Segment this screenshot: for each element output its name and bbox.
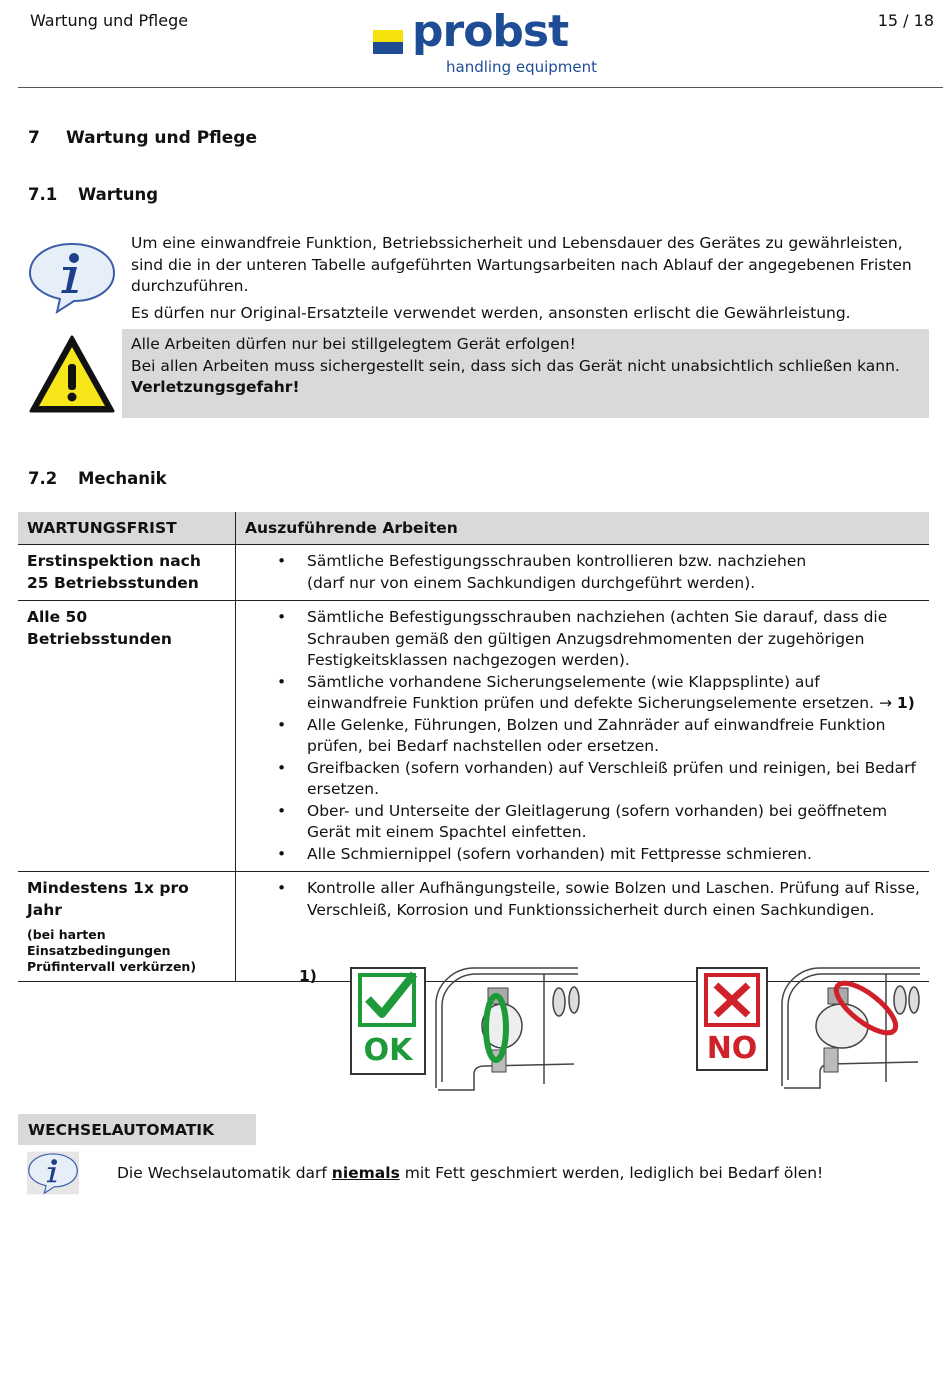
wechselautomatik-note: [117, 1163, 823, 1185]
interval-line: 25 Betriebsstunden: [27, 573, 199, 592]
task-item: [307, 672, 920, 715]
warning-icon: [28, 334, 116, 414]
interval-line: Erstinspektion nach: [27, 552, 201, 570]
task-text: • Sämtliche Befestigungsschrauben kontrollieren bzw. nachziehen: [307, 552, 807, 570]
section-72-number: 7.2: [28, 469, 58, 488]
task-item: • Kontrolle aller Aufhängungsteile, sowie Bolzen und Laschen. Prüfung auf Risse, Verschleiß, Korrosion und Funktionssicherheit durch einen Sachkundigen.: [307, 878, 920, 921]
logo-blue-bar: [373, 42, 403, 54]
warning-line-2: Bei allen Arbeiten muss sichergestellt sein, dass sich das Gerät nicht unabsichtlich schließen kann.: [131, 356, 900, 375]
ok-checkmark-icon: [352, 969, 424, 1031]
task-item: [307, 551, 920, 594]
note-text-before: Die Wechselautomatik darf: [117, 1164, 327, 1182]
task-text: (darf nur von einem Sachkundigen durchgeführt werden).: [307, 573, 756, 592]
wechselautomatik-header: [18, 1114, 256, 1145]
info-icon-small: [27, 1150, 79, 1196]
correct-pin-illustration: [434, 964, 580, 1094]
interval-cell: [18, 545, 236, 601]
interval-line: Mindestens 1x pro Jahr: [27, 879, 189, 919]
warning-box: [122, 329, 929, 418]
header-title: Wartung und Pflege: [30, 11, 189, 30]
figure-ref: 1): [299, 967, 317, 985]
no-label-box: [696, 967, 768, 1071]
ok-label: OK: [363, 1033, 413, 1068]
section-7-title: Wartung und Pflege: [66, 128, 258, 148]
task-text: Sämtliche vorhandene Sicherungselemente (wie Klappsplinte) auf einwandfreie Funktion prüfen und defekte Sicherungselemente ersetzen. →: [307, 672, 892, 712]
incorrect-pin-illustration: [780, 964, 922, 1092]
logo-name: probst: [412, 6, 569, 57]
ok-label-box: [350, 967, 426, 1075]
task-item: • Alle Schmiernippel (sofern vorhanden) mit Fettpresse schmieren.: [307, 844, 920, 866]
section-7-number: 7: [28, 128, 40, 148]
no-cross-icon: [698, 969, 766, 1031]
task-item: • Greifbacken (sofern vorhanden) auf Verschleiß prüfen und reinigen, bei Bedarf ersetzen.: [307, 758, 920, 801]
footnote-ref: 1): [896, 694, 915, 712]
interval-cell: [18, 872, 236, 982]
task-item: • Alle Gelenke, Führungen, Bolzen und Zahnräder auf einwandfreie Funktion prüfen, bei Bedarf nachstellen oder ersetzen.: [307, 715, 920, 758]
logo-yellow-bar: [373, 30, 403, 42]
wechselautomatik-title: WECHSELAUTOMATIK: [28, 1121, 215, 1139]
info-paragraph-2: Es dürfen nur Original-Ersatzteile verwendet werden, ansonsten erlischt die Gewährleistung.: [131, 304, 851, 322]
interval-note: (bei harten Einsatzbedingungen Prüfintervall verkürzen): [27, 927, 197, 974]
maintenance-table: [18, 512, 929, 982]
section-71-number: 7.1: [28, 185, 58, 204]
table-row: [18, 545, 929, 601]
info-paragraph-1: Um eine einwandfreie Funktion, Betriebssicherheit und Lebensdauer des Gerätes zu gewährleisten, sind die in der unteren Tabelle aufgeführten Wartungsarbeiten nach Ablauf der angegebenen Fristen durchzuführen.: [131, 234, 912, 295]
tasks-cell: [236, 545, 930, 601]
column-header-interval: WARTUNGSFRIST: [18, 512, 236, 545]
table-row: [18, 601, 929, 872]
section-72-title: Mechanik: [78, 469, 167, 488]
note-emphasis: niemals: [331, 1164, 400, 1182]
tasks-cell: [236, 601, 930, 872]
task-item: • Ober- und Unterseite der Gleitlagerung (sofern vorhanden) bei geöffnetem Gerät mit einem Spachtel einfetten.: [307, 801, 920, 844]
section-71-title: Wartung: [78, 185, 159, 204]
interval-cell: Alle 50 Betriebsstunden: [18, 601, 236, 872]
header-divider: [18, 87, 943, 88]
warning-line-1: Alle Arbeiten dürfen nur bei stillgelegtem Gerät erfolgen!: [131, 335, 576, 353]
info-icon: [27, 240, 117, 314]
page-number: 15 / 18: [877, 11, 934, 30]
table-header-row: [18, 512, 929, 545]
column-header-tasks: Auszuführende Arbeiten: [236, 512, 930, 545]
warning-line-3: Verletzungsgefahr!: [131, 378, 300, 396]
probst-logo: [372, 6, 602, 80]
task-item: • Sämtliche Befestigungsschrauben nachziehen (achten Sie darauf, dass die Schrauben gemäß den gültigen Anzugsdrehmomenten der zugehörigen Festigkeitsklassen nachgezogen werden).: [307, 607, 920, 672]
logo-tagline: handling equipment: [446, 58, 598, 76]
note-text-after: mit Fett geschmiert werden, lediglich bei Bedarf ölen!: [404, 1164, 824, 1182]
no-label: NO: [706, 1031, 758, 1066]
